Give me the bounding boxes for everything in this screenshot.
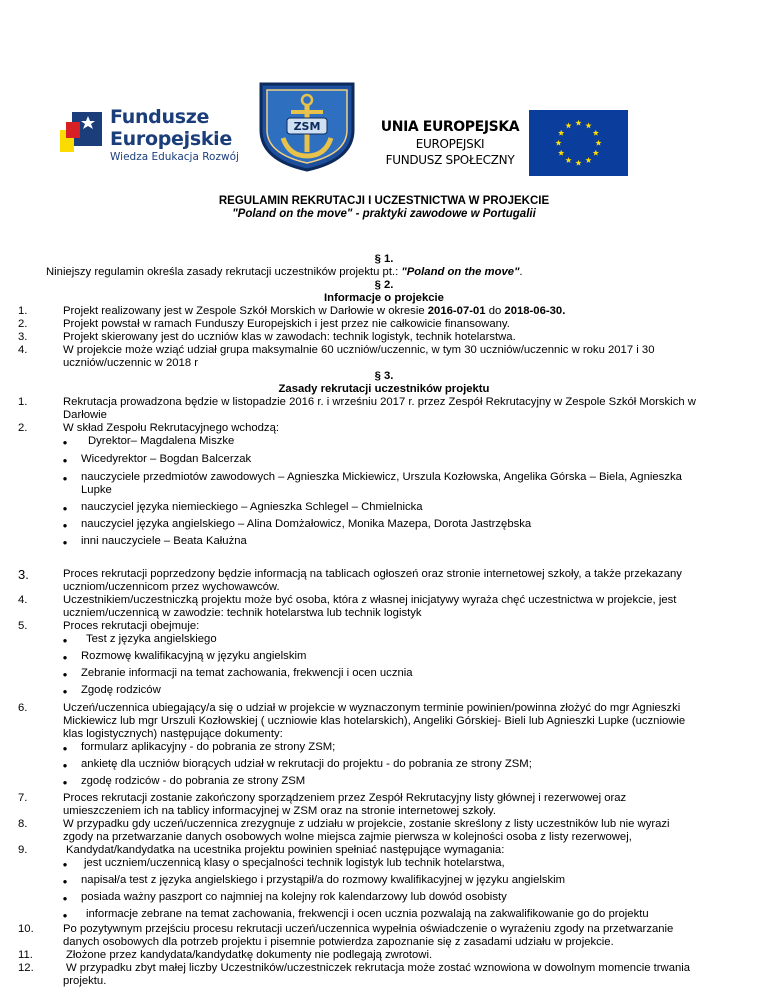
section-3-heading: Zasady rekrutacji uczestników projektu	[278, 383, 490, 395]
s3-item-5-bullet-4: Zgodę rodziców	[81, 684, 161, 696]
unia-europejska-text-block	[380, 118, 520, 168]
section-1-mark: § 1.	[374, 253, 394, 265]
s3-item-3-line2: uczniom/uczennicom przez wychowawców.	[63, 581, 280, 593]
s2-num-4: 4.	[18, 344, 28, 356]
s2-item-3: Projekt skierowany jest do uczniów klas w zawodach: technik logistyk, technik hotelarstwa.	[63, 331, 516, 343]
ue-line3: FUNDUSZ SPOŁECZNY	[385, 153, 515, 167]
bullet-icon: ●	[62, 670, 68, 679]
s3-item-5-bullet-2: Rozmowę kwalifikacyjną w języku angielskim	[81, 650, 307, 662]
s3-item-4-line2: uczniem/uczennicą w zawodzie: technik hotelarstwa lub technik logistyk	[63, 607, 422, 619]
s3-item-5-bullet-1: Test z języka angielskiego	[86, 633, 217, 645]
s3-item-2-bullet-1: Dyrektor– Magdalena Miszke	[88, 435, 235, 447]
bullet-icon: ●	[62, 778, 68, 787]
s3-item-10-line2: danych osobowych dla potrzeb projektu i pisemnie potwierdza zapoznanie się z zasadami udziału w projekcie.	[63, 936, 614, 948]
ue-line1: UNIA EUROPEJSKA	[380, 119, 520, 135]
s3-num-10: 10.	[18, 923, 34, 935]
s3-num-2: 2.	[18, 422, 28, 434]
bullet-icon: ●	[62, 877, 68, 886]
s3-item-9-bullet-2: napisał/a test z języka angielskiego i przystąpił/a do rozmowy kwalifikacyjnej w języku angielskim	[81, 874, 566, 886]
s3-item-12-line2: projektu.	[63, 975, 107, 987]
s3-num-9: 9.	[18, 844, 28, 856]
fe-line3: Wiedza Edukacja Rozwój	[110, 151, 239, 163]
bullet-icon: ●	[62, 653, 68, 662]
document-title: REGULAMIN REKRUTACJI I UCZESTNICTWA W PROJEKCIE	[218, 195, 550, 207]
s2-item-2: Projekt powstał w ramach Funduszy Europejskich i jest przez nie całkowicie finansowany.	[63, 318, 510, 330]
s3-num-4: 4.	[18, 594, 28, 606]
s2-num-1: 1.	[18, 305, 28, 317]
s3-num-8: 8.	[18, 818, 28, 830]
s3-item-7-line2: umieszczeniem ich na tablicy informacyjnej w ZSM oraz na stronie internetowej szkoły.	[63, 805, 497, 817]
s3-item-9-bullet-1: jest uczniem/uczennicą klasy o specjalności technik logistyk lub technik hotelarstwa,	[84, 857, 505, 869]
s3-item-1-line1: Rekrutacja prowadzona będzie w listopadzie 2016 r. i wrześniu 2017 r. przez Zespół Rekrutacyjny w Zespole Szkół Morskich w	[63, 396, 696, 408]
s3-item-2: W skład Zespołu Rekrutacyjnego wchodzą:	[63, 422, 279, 434]
s3-num-1: 1.	[18, 396, 28, 408]
section-1-intro	[46, 266, 523, 279]
s3-item-5-bullet-3: Zebranie informacji na temat zachowania, frekwencji i ocen ucznia	[81, 667, 413, 679]
s3-item-2-bullet-2: Wicedyrektor – Bogdan Balcerzak	[81, 453, 252, 465]
bullet-icon: ●	[62, 538, 68, 547]
fe-line2: Europejskie	[110, 128, 232, 150]
s3-num-3: 3.	[18, 567, 29, 582]
s3-item-6-bullet-1: formularz aplikacyjny - do pobrania ze strony ZSM;	[81, 741, 336, 753]
s2-num-3: 3.	[18, 331, 28, 343]
s3-item-3-line1: Proces rekrutacji poprzedzony będzie informacją na tablicach ogłoszeń oraz stronie internetowej szkoły, a także przekazany	[63, 568, 682, 580]
s3-item-4-line1: Uczestnikiem/uczestniczką projektu może być osoba, która z własnej inicjatywy wyraża chęć uczestnictwa w projekcie, jest	[63, 594, 677, 606]
s3-num-6: 6.	[18, 702, 28, 714]
bullet-icon: ●	[62, 687, 68, 696]
bullet-icon: ●	[62, 911, 68, 920]
s3-item-8-line2: zgody na przetwarzanie danych osobowych wolne miejsca zajmie pierwsza w kolejności osoba z listy rezerwowej,	[63, 831, 632, 843]
bullet-icon: ●	[62, 894, 68, 903]
section-3-mark: § 3.	[374, 370, 394, 382]
s3-item-9-bullet-4: informacje zebrane na temat zachowania, frekwencji i ocen ucznia pozwalają na zakwalifikowanie go do projektu	[86, 908, 649, 920]
s3-item-5: Proces rekrutacji obejmuje:	[63, 620, 200, 632]
s3-item-9-bullet-3: posiada ważny paszport co najmniej na kolejny rok kalendarzowy lub dowód osobisty	[81, 891, 507, 903]
s2-item-1: Projekt realizowany jest w Zespole Szkół Morskich w Darłowie w okresie 2016-07-01 do 2018-06-30.	[63, 305, 566, 317]
s2-num-2: 2.	[18, 318, 28, 330]
fe-star-mark-icon	[58, 108, 104, 154]
s3-item-2-bullet-6: inni nauczyciele – Beata Kałużna	[81, 535, 247, 547]
bullet-icon: ●	[62, 474, 68, 483]
s3-item-6-line1: Uczeń/uczennica ubiegający/a się o udział w projekcie w wyznaczonym terminie powinien/powinna złożyć do mgr Agnieszki	[63, 702, 681, 714]
s3-item-2-bullet-4: nauczyciel języka niemieckiego – Agnieszka Schlegel – Chmielnicka	[81, 501, 423, 513]
s2-item-4-line1: W projekcie może wziąć udział grupa maksymalnie 60 uczniów/uczennic, w tym 30 uczniów/uczennic w roku 2017 i 30	[63, 344, 655, 356]
s3-item-11: Złożone przez kandydata/kandydatkę dokumenty nie podlegają zwrotowi.	[66, 949, 433, 961]
s3-item-6-bullet-2: ankietę dla uczniów biorących udział w rekrutacji do projektu - do pobrania ze strony ZSM;	[81, 758, 532, 770]
s3-item-6-line2: Mickiewicz lub mgr Urszuli Kozłowskiej ( uczniowie klas hotelarskich), Angeliki Górskiej- Bieli lub Agnieszki Lupke (uczniowie	[63, 715, 686, 727]
bullet-icon: ●	[62, 438, 68, 447]
s3-num-11: 11.	[18, 949, 33, 961]
bullet-icon: ●	[62, 456, 68, 465]
zsm-school-emblem	[257, 80, 357, 172]
s3-item-12-line1: W przypadku zbyt małej liczby Uczestników/uczestniczek rekrutacja może zostać wznowiona w dowolnym momencie trwania	[66, 962, 691, 974]
s3-item-6-line3: klas logistycznych) następujące dokumenty:	[63, 728, 283, 740]
fe-line1: Fundusze	[110, 106, 210, 128]
s3-num-7: 7.	[18, 792, 28, 804]
bullet-icon: ●	[62, 504, 68, 513]
section-2-mark: § 2.	[374, 279, 394, 291]
bullet-icon: ●	[62, 521, 68, 530]
s3-num-12: 12.	[18, 962, 34, 974]
zsm-emblem-text: ZSM	[293, 120, 321, 133]
document-subtitle: "Poland on the move" - praktyki zawodowe w Portugalii	[232, 208, 536, 220]
bullet-icon: ●	[62, 744, 68, 753]
eu-flag-icon	[529, 110, 628, 176]
bullet-icon: ●	[62, 860, 68, 869]
intro-pre: Niniejszy regulamin określa zasady rekrutacji uczestników projektu pt.:	[46, 266, 402, 278]
ue-line2: EUROPEJSKI	[415, 137, 485, 151]
s3-item-2-bullet-3: nauczyciele przedmiotów zawodowych – Agnieszka Mickiewicz, Urszula Kozłowska, Angelika Górska – Biela, Agnieszka	[81, 471, 682, 483]
s2-item-4-line2: uczniów/uczennic w 2018 r	[63, 357, 199, 369]
s3-item-10-line1: Po pozytywnym przejściu procesu rekrutacji uczeń/uczennica wypełnia oświadczenie o wyrażeniu zgody na przetwarzanie	[63, 923, 674, 935]
bullet-icon: ●	[62, 761, 68, 770]
s3-item-6-bullet-3: zgodę rodziców - do pobrania ze strony ZSM	[81, 775, 306, 787]
s3-item-1-line2: Darłowie	[63, 409, 107, 421]
intro-quote: "Poland on the move"	[401, 266, 520, 278]
header-logos	[0, 0, 768, 185]
s3-item-9: Kandydat/kandydatka na ucestnika projektu powinien spełniać następujące wymagania:	[66, 844, 505, 856]
section-2-heading: Informacje o projekcie	[324, 292, 444, 304]
intro-post: .	[519, 266, 523, 278]
bullet-icon: ●	[62, 636, 68, 645]
s3-item-8-line1: W przypadku gdy uczeń/uczennica zrezygnuje z udziału w projekcie, zostanie skreślony z listy uczestników lub nie wyrazi	[63, 818, 670, 830]
s3-item-2-bullet-3-cont: Lupke	[81, 484, 112, 496]
s3-item-2-bullet-5: nauczyciel języka angielskiego – Alina Domżałowicz, Monika Mazepa, Dorota Jastrzębska	[81, 518, 532, 530]
s3-num-5: 5.	[18, 620, 28, 632]
s3-item-7-line1: Proces rekrutacji zostanie zakończony sporządzeniem przez Zespół Rekrutacyjny listy głównej i rezerwowej oraz	[63, 792, 627, 804]
